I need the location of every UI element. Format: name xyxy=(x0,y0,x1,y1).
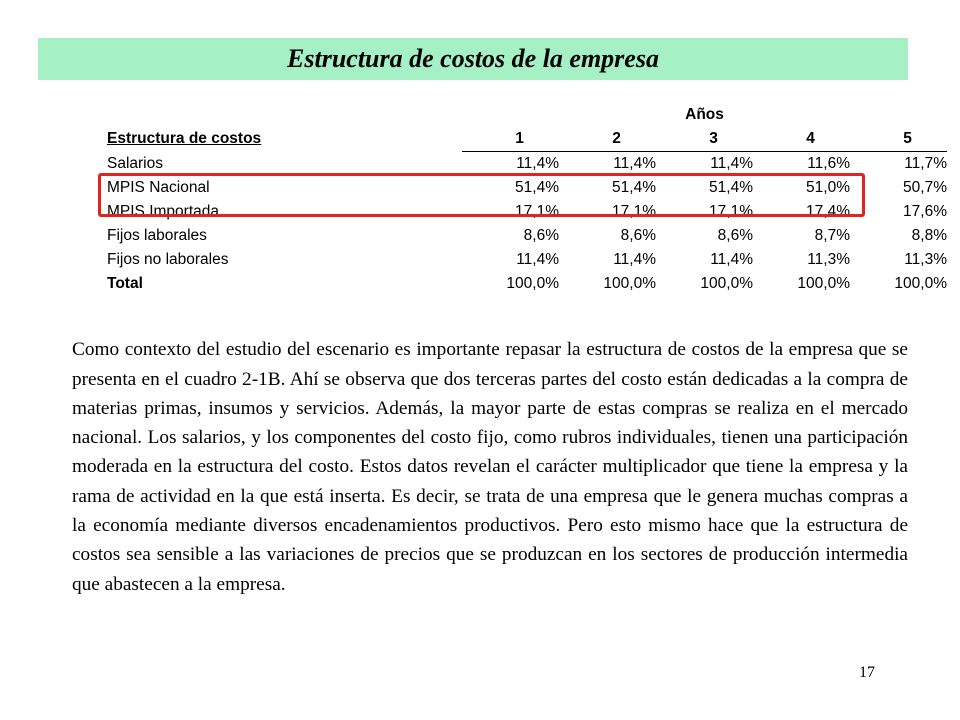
cell-value: 17,4% xyxy=(806,203,850,220)
cell-value: 8,7% xyxy=(814,227,850,244)
cell-value: 17,1% xyxy=(709,203,753,220)
body-paragraph: Como contexto del estudio del escenario es importante repasar la estructura de costos de la empresa que se presenta en el cuadro 2-1B. Ahí se observa que dos terceras partes del costo están dedicadas a la compra de materias primas, insumos y servicios. Además, la mayor parte de estas compras se realiza en el mercado nacional. Los salarios, y los componentes del costo fijo, como rubros individuales, tienen una participación moderada en la estructura del costo. Estos datos revelan el carácter multiplicador que tiene la empresa y la rama de actividad en la que está inserta. Es decir, se trata de una empresa que le genera muchas compras a la economía mediante diversos encadenamientos productivos. Pero esto mismo hace que la estructura de costos sea sensible a las variaciones de precios que se produzcan en los sectores de producción intermedia que abastecen a la empresa. xyxy=(72,339,908,595)
cell-value: 11,4% xyxy=(613,251,656,268)
cell-value: 8,8% xyxy=(911,227,947,244)
cell-value: 11,4% xyxy=(516,251,559,268)
year-header: 2 xyxy=(559,127,656,152)
cell-value: 11,4% xyxy=(710,251,753,268)
row-label: Fijos laborales xyxy=(107,227,207,244)
cell-value: 100,0% xyxy=(700,275,753,292)
cell-value: 11,6% xyxy=(807,155,850,172)
table-row xyxy=(103,224,947,248)
table-row xyxy=(103,248,947,272)
cell-value: 11,4% xyxy=(710,155,753,172)
year-header: 3 xyxy=(656,127,753,152)
cell-value: 8,6% xyxy=(620,227,656,244)
cell-value: 17,1% xyxy=(612,203,656,220)
cell-value: 51,0% xyxy=(806,179,850,196)
table-years-header-row xyxy=(103,103,947,127)
cell-value: 11,3% xyxy=(807,251,850,268)
row-label: Salarios xyxy=(107,154,163,172)
cell-value: 17,1% xyxy=(515,203,559,220)
table-column-header-row xyxy=(103,127,947,152)
year-header: 4 xyxy=(753,127,850,152)
row-label: MPIS Nacional xyxy=(107,179,210,196)
mpis-highlight-box xyxy=(98,173,865,217)
years-header: Años xyxy=(685,106,724,123)
total-label: Total xyxy=(107,275,143,292)
title-banner xyxy=(38,38,908,80)
cell-value: 8,6% xyxy=(717,227,753,244)
cell-value: 100,0% xyxy=(603,275,656,292)
cell-value: 8,6% xyxy=(523,227,559,244)
row-header-label: Estructura de costos xyxy=(107,130,262,148)
year-header: 1 xyxy=(462,127,559,152)
cell-value: 17,6% xyxy=(903,203,947,220)
cell-value: 51,4% xyxy=(515,179,559,196)
page-number: 17 xyxy=(859,664,875,681)
cell-value: 51,4% xyxy=(612,179,656,196)
cell-value: 11,4% xyxy=(516,155,559,172)
cell-value: 100,0% xyxy=(797,275,850,292)
cell-value: 11,7% xyxy=(904,155,947,172)
cell-value: 51,4% xyxy=(709,179,753,196)
row-label: Fijos no laborales xyxy=(107,251,229,268)
year-header: 5 xyxy=(850,127,947,152)
cell-value: 11,3% xyxy=(904,251,947,268)
row-label: MPIS Importada xyxy=(107,203,219,220)
cell-value: 100,0% xyxy=(894,275,947,292)
table-total-row xyxy=(103,272,947,296)
cell-value: 100,0% xyxy=(506,275,559,292)
cell-value: 50,7% xyxy=(903,179,947,196)
slide-title: Estructura de costos de la empresa xyxy=(287,44,659,73)
cell-value: 11,4% xyxy=(613,155,656,172)
